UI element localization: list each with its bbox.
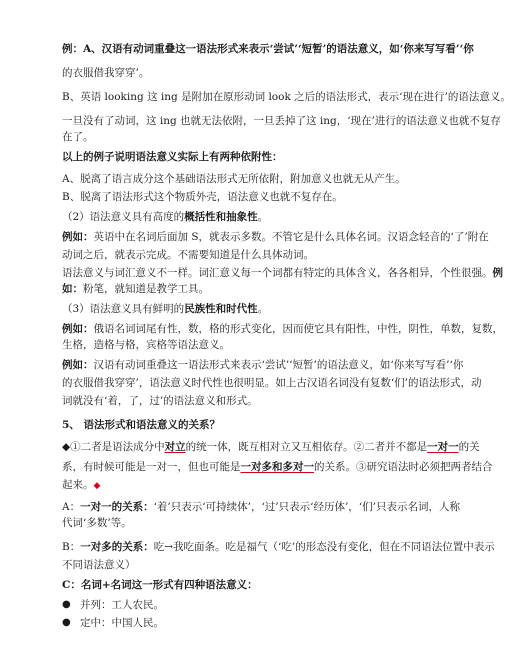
emphasis: 一对一的关系：: [80, 501, 154, 513]
label: 例：A、汉语有动词重叠这一语法形式来表示‘尝试’‘短暂’的语法意义，如‘你来写写看’‘你: [62, 43, 474, 55]
text: 代词‘多数’等。: [62, 517, 132, 529]
diamond-icon: ◆: [93, 481, 101, 491]
text: 不同语法意义）: [62, 559, 136, 571]
heading-text: 5、 语法形式和语法意义的关系？: [62, 419, 220, 431]
text-line: [62, 516, 132, 530]
list-item: [80, 598, 164, 612]
section-heading: [62, 150, 283, 164]
label: 例如：: [62, 231, 94, 243]
text: ‘着’只表示‘可持续体’，‘过’只表示‘经历体’，‘们’只表示名词，人称: [153, 501, 460, 513]
text: ◆①二者是语法成分中: [62, 441, 165, 453]
section-heading: [62, 418, 220, 432]
text-line: [62, 322, 503, 336]
text: 。: [257, 303, 269, 315]
text: 的关系。③研究语法时必须把两者结合: [314, 461, 493, 473]
text-line: [62, 172, 406, 186]
text-line: [62, 248, 314, 262]
text: （2）语法意义具有高度的: [62, 211, 185, 223]
text-line: [62, 440, 480, 454]
text-line: [62, 282, 209, 296]
label: 例: [492, 267, 503, 279]
heading-text: C：名词+名词这一形式有四种语法意义：: [62, 579, 258, 591]
list-item-text: 并列：工人农民。: [80, 599, 164, 611]
label: 例如：: [62, 359, 94, 371]
text: 的衣服借我穿穿’，语法意义时代性也很明显。如上古汉语名词没有复数‘们’的语法形式，动: [62, 377, 482, 389]
text: A：: [62, 501, 81, 513]
text: 汉语有动词重叠这一语法形式来表示‘尝试’‘短暂’的语法意义，如‘你来写写看’‘你: [93, 359, 464, 371]
text-line: [62, 376, 482, 390]
text: A、脱离了语言成分这个基础语法形式无所依附，附加意义也就无从产生。: [62, 173, 406, 185]
text-line: [62, 338, 230, 352]
text: 语法意义与词汇意义不一样。词汇意义每一个词都有特定的具体含义，各各相异，个性很强。: [62, 267, 493, 279]
emphasis: 一对多的关系：: [80, 541, 154, 553]
underlined-emphasis: 一对一: [427, 441, 459, 453]
text: 。: [257, 211, 269, 223]
text: 英语中在名词后面加 S，就表示多数。不管它是什么具体名词。汉语念轻音的‘了’附在: [93, 231, 489, 243]
section-heading: [62, 578, 258, 592]
text: 粉笔，就知道是教学工具。: [83, 283, 209, 295]
bullet-icon: ●: [62, 599, 71, 610]
text: 生格，造格与格，宾格等语法意义。: [62, 339, 230, 351]
text-line: [62, 190, 343, 204]
text: 的关: [458, 441, 480, 453]
text-line: [62, 540, 495, 554]
emphasis: 民族性和时代性: [184, 303, 258, 315]
text: 的衣服借我穿穿’。: [62, 67, 150, 79]
text-line: [62, 90, 511, 104]
text-line: [62, 210, 268, 224]
text-line: [62, 394, 258, 408]
text: 在了。: [62, 131, 94, 143]
text: 系，有时候可能是一对一，但也可能是: [62, 461, 241, 473]
heading-text: 以上的例子说明语法意义实际上有两种依附性：: [62, 151, 283, 163]
text: 动词之后，就表示完成。不需要知道是什么具体动词。: [62, 249, 314, 261]
text-line: [62, 558, 136, 572]
text-line: [62, 42, 474, 56]
text: 一旦没有了动词，这 ing 也就无法依附，一旦丢掉了这 ing，‘现在’进行的语法意义也就不复存: [62, 115, 501, 127]
list-item-text: 定中：中国人民。: [80, 617, 164, 629]
underlined-emphasis: 对立: [164, 441, 186, 453]
text: 吃→我吃面条。吃是福气（‘吃’的形态没有变化，但在不同语法位置中表示: [153, 541, 495, 553]
text: 起来。: [62, 479, 94, 491]
text-line: [62, 130, 94, 144]
text-line: [62, 230, 489, 244]
text-line: [62, 478, 100, 493]
underlined-emphasis: 一对多和多对一: [240, 461, 314, 473]
text: 的统一体，既互相对立又互相依存。②二者并不都是: [185, 441, 428, 453]
bullet-icon: ●: [62, 617, 71, 628]
list-item: [80, 616, 164, 630]
text: 词就没有‘着，了，过’的语法意义和形式。: [62, 395, 258, 407]
text-line: [62, 500, 460, 514]
text-line: [62, 66, 149, 80]
label: 例如：: [62, 323, 94, 335]
emphasis: 概括性和抽象性: [184, 211, 258, 223]
text: B：: [62, 541, 81, 553]
text-line: [62, 358, 463, 372]
label: 如：: [62, 283, 83, 295]
text: B、脱离了语法形式这个物质外壳，语法意义也就不复存在。: [62, 191, 343, 203]
text-line: [62, 266, 503, 280]
text-line: [62, 460, 493, 474]
text-line: [62, 114, 501, 128]
text: B、英语 looking 这 ing 是附加在原形动词 look 之后的语法形式，表示‘现在进行’的语法意义。: [62, 91, 511, 103]
text: 俄语名词词尾有性，数，格的形式变化，因而使它具有阳性，中性，阴性，单数，复数，: [93, 323, 503, 335]
text: （3）语法意义具有鲜明的: [62, 303, 185, 315]
text-line: [62, 302, 268, 316]
